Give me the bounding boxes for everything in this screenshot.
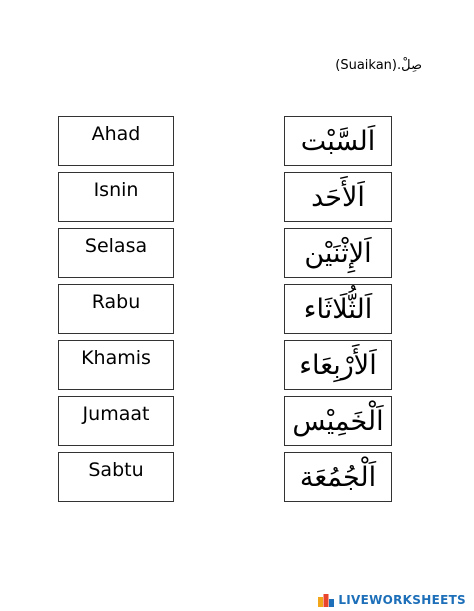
malay-day-box-sabtu[interactable]: Sabtu	[58, 452, 174, 502]
malay-day-box-rabu[interactable]: Rabu	[58, 284, 174, 334]
arabic-day-box-jumua[interactable]: اَلْجُمُعَة	[284, 452, 392, 502]
instruction-malay: (Suaikan).	[335, 58, 402, 73]
arabic-day-box-arbia[interactable]: اَلأَرْبِعَاء	[284, 340, 392, 390]
malay-day-box-isnin[interactable]: Isnin	[58, 172, 174, 222]
malay-day-box-khamis[interactable]: Khamis	[58, 340, 174, 390]
instruction-arabic: صِلْ	[401, 58, 422, 73]
liveworksheets-logo	[318, 593, 466, 607]
arabic-days-column	[284, 116, 392, 508]
arabic-day-box-khamis[interactable]: اَلْخَمِيْس	[284, 396, 392, 446]
malay-day-box-selasa[interactable]: Selasa	[58, 228, 174, 278]
malay-day-box-jumaat[interactable]: Jumaat	[58, 396, 174, 446]
arabic-day-box-ahad[interactable]: اَلأَحَد	[284, 172, 392, 222]
malay-day-box-ahad[interactable]: Ahad	[58, 116, 174, 166]
logo-text: LIVEWORKSHEETS	[338, 593, 466, 607]
arabic-day-box-ithnayn[interactable]: اَلإِثْنَيْن	[284, 228, 392, 278]
instruction-text	[335, 58, 422, 73]
liveworksheets-logo-icon	[318, 593, 334, 607]
malay-days-column	[58, 116, 174, 508]
arabic-day-box-thulatha[interactable]: اَلثُّلَاثَاء	[284, 284, 392, 334]
arabic-day-box-sabt[interactable]: اَلسَّبْت	[284, 116, 392, 166]
